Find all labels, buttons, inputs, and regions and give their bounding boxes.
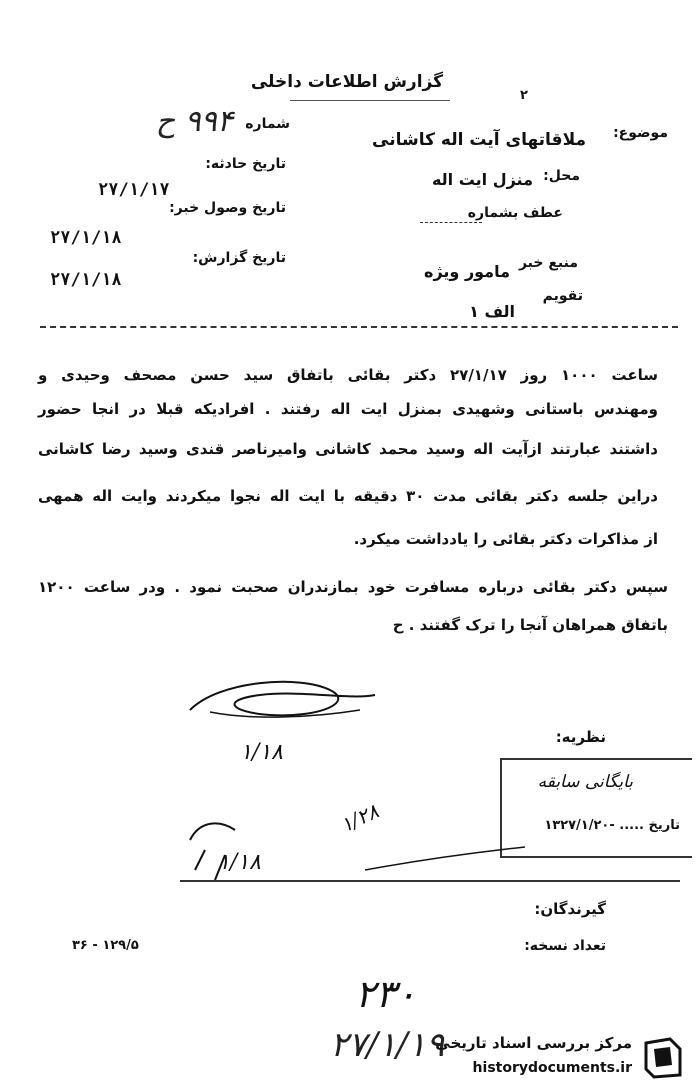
archive-logo-icon: [640, 1035, 686, 1081]
margin-scribble: [180, 810, 260, 890]
margin-stroke: [360, 845, 530, 875]
margin-note-2: ۱/۱۸: [218, 850, 261, 875]
body-line-1: ساعت ۱۰۰۰ روز ۲۷/۱/۱۷ دکتر بقائی باتفاق سید حسن مصحف وحیدی و: [38, 366, 659, 384]
place-label: محل:: [543, 168, 580, 184]
stamp-bottom-rule: [180, 880, 680, 882]
opinion-label: نظریه:: [555, 728, 606, 746]
reference-label: عطف بشماره: [467, 205, 563, 221]
body-line-6: سپس دکتر بقائی درباره مسافرت خود بمازندران صحبت نمود . ودر ساعت ۱۲۰۰: [38, 578, 668, 596]
incident-date-label: تاریخ حادثه:: [205, 156, 286, 172]
source-value: مامور ویژه: [424, 262, 510, 281]
received-date-value: ۲۷/۱/۱۸: [50, 228, 122, 248]
stamp-line-2: تاریخ ..... -۱۳۲۷/۱/۲۰: [544, 818, 680, 833]
evaluation-label: تقویم: [542, 288, 583, 304]
body-line-5: از مذاکرات دکتر بقائی را یادداشت میکرد.: [353, 530, 658, 548]
copies-label: تعداد نسخه:: [524, 938, 606, 954]
signature-mark: [180, 670, 380, 730]
source-label: منبع خبر: [518, 255, 578, 271]
watermark-title: مرکز بررسی اسناد تاریخی: [435, 1034, 632, 1052]
form-code: ۳۶ - ۱۲۹/۵: [72, 938, 139, 953]
title-underline: [290, 100, 450, 101]
report-date-value: ۲۷/۱/۱۸: [50, 270, 122, 290]
reference-dotted-line: [420, 222, 482, 223]
subject-label: موضوع:: [613, 125, 668, 141]
incident-date-value: ۲۷/۱/۱۷: [98, 180, 170, 200]
archive-watermark: [400, 1032, 690, 1086]
margin-note-1: ۱/۲۸: [336, 798, 383, 838]
report-title: گزارش اطلاعات داخلی: [250, 72, 443, 92]
report-date-label: تاریخ گزارش:: [192, 250, 286, 266]
opinion-handwritten-date: ۱/۱۸: [240, 740, 283, 765]
subject-value: ملاقاتهای آیت اله کاشانی: [372, 130, 586, 150]
stamp-line-1: بایگانی سابقه: [537, 772, 633, 792]
place-value: منزل ایت اله: [431, 170, 533, 189]
body-line-7: باتفاق همراهان آنجا را ترک گفتند . ح: [392, 616, 668, 634]
evaluation-value: الف ۱: [469, 302, 515, 321]
watermark-url: historydocuments.ir: [472, 1060, 632, 1076]
corner-mark: ۲: [520, 88, 528, 103]
number-value: ۹۹۴ ح: [155, 104, 233, 139]
body-line-4: دراین جلسه دکتر بقائی مدت ۳۰ دقیقه با ایت اله نجوا میکردند وایت اله همهی: [38, 487, 658, 505]
body-line-3: داشتند عبارتند ازآیت اله وسید محمد کاشانی وامیرناصر قندی وسید رضا کاشانی: [38, 440, 658, 458]
header-divider: [40, 326, 678, 328]
received-date-label: تاریخ وصول خبر:: [169, 200, 286, 216]
recipients-label: گیرندگان:: [534, 900, 606, 918]
body-line-2: ومهندس باستانی وشهیدی بمنزل ایت اله رفتند . افرادیکه قبلا در انجا حضور: [38, 400, 658, 418]
number-label: شماره: [245, 116, 290, 132]
footer-handwritten-number: ۲۳۰: [355, 972, 417, 1016]
footer-handwritten-date: ۲۷/۱/۱۹: [330, 1025, 445, 1065]
